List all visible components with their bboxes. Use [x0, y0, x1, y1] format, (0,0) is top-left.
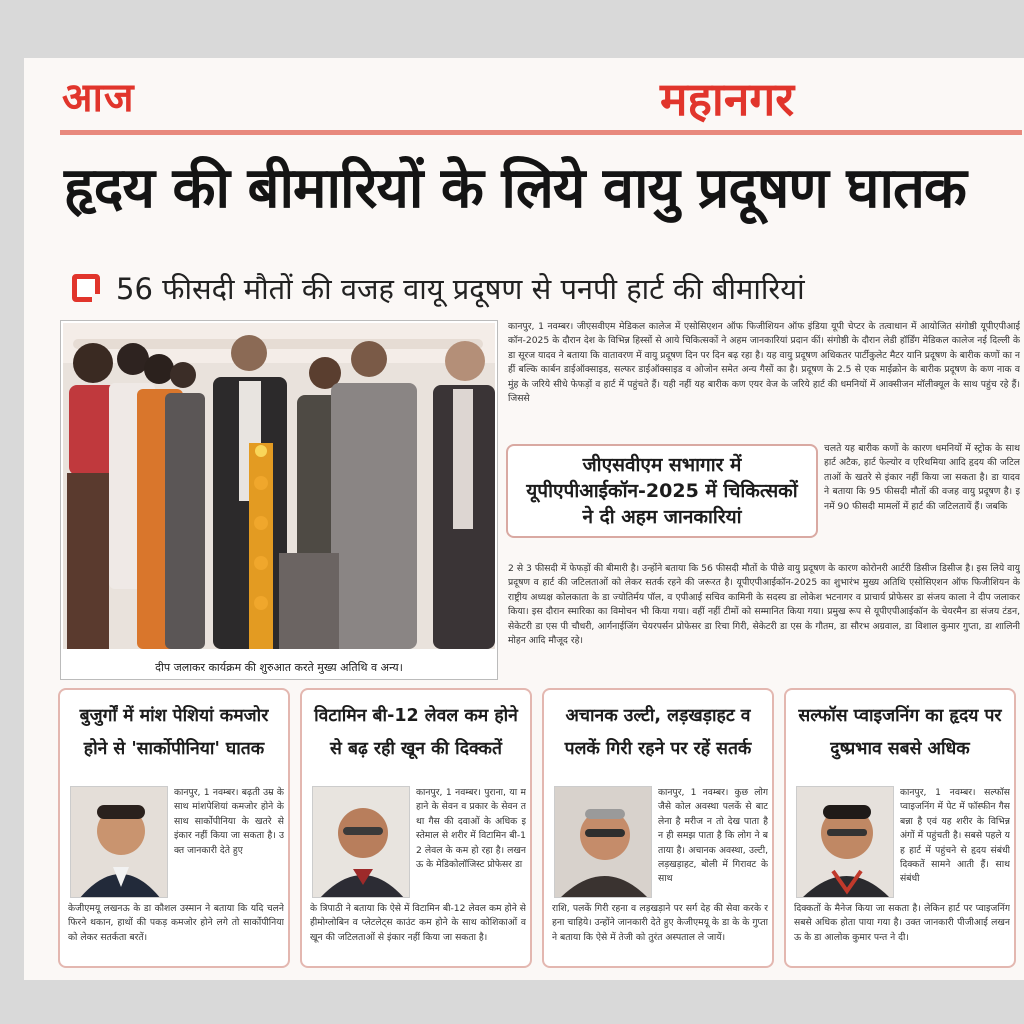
article-body-right: चलते यह बारीक कणों के कारण धमनियों में स्ट्रोक के साथ हार्ट अटैक, हार्ट फेल्योर व एरिथमिया आदि हृदय की जटिलताओं के खतरे से इंकार नहीं किया जा सकता है। डा यादव ने बताया कि 95 फीसदी मौतों की वजह वायु प्रदूषण है। इनमें 90 फीसदी मामलों में हार्ट की जटिलतायें हैं। जबकि: [824, 443, 1020, 512]
doctor-portrait-image: [313, 787, 410, 898]
lamp-lighting-photo: [63, 323, 495, 649]
article-body-top: कानपुर, 1 नवम्बर। जीएसवीएम मेडिकल कालेज में एसोसिएशन ऑफ फिजीशियन ऑफ इंडिया यूपी चेप्टर के तत्वाधान में आयोजित संगोष्ठी यूपीएपीआईकॉन-2025 के दौरान देश के विभिन्न हिस्सों से आये चिकित्सकों ने अहम जानकारियां प्रदान कीं। संगोष्ठी के दौरान लेडी हॉर्डिंग मेडिकल कालेज नई दिल्ली के डा सूरज यादव ने बताया कि वातावरण में वायु प्रदूषण दिन पर दिन बढ़ रहा है। यह वायु प्रदूषण अधिकतर पार्टीकुलेट मैटर यानि प्रदूषण के बारीक कणों का नहीं बल्कि कार्बन डाईऑक्साइड, सल्फर डाईऑक्साइड व ओजोन समेत अन्य गैसों का है। प्रदूषण के 2.5 से एक माईक्रोन के बारीक प्रदूषण के कण नाक व मुंह के जरिये सीधे फेफड़ों व हार्ट में पहुंचते हैं। यही नहीं यह बारीक कण एयर वेज के जरिये हार्ट की धमनियों में आक्सीजन मॉलीक्यूल के साथ पहुंच रहे हैं। जिससे: [508, 321, 1020, 405]
doctor-portrait-image: [71, 787, 168, 898]
checkbox-bullet-icon: [72, 274, 100, 302]
lamp-lighting-photo-frame: [60, 320, 498, 680]
news-box-title: अचानक उल्टी, लड़खड़ाहट व पलकें गिरी रहने पर रहें सतर्क: [564, 706, 752, 759]
newspaper-page: [24, 58, 1024, 980]
photo-caption: दीप जलाकर कार्यक्रम की शुरुआत करते मुख्य अतिथि व अन्य।: [155, 661, 403, 674]
news-box-title: सल्फॉस प्वाइजनिंग का हृदय पर दुष्प्रभाव सबसे अधिक: [798, 706, 1002, 759]
masthead-logo-aaj: आज: [62, 75, 135, 121]
doctor-portrait: [70, 786, 168, 898]
doctor-portrait: [554, 786, 652, 898]
news-box-side-text: कानपुर, 1 नवम्बर। कुछ लोग जैसे कोल अवस्था पलकें से बाट लेना है मरीज न तो देख पाता है न ही समझ पाता है कि लोग ने बताया है। अचानक अवस्था, उल्टी, लड़खड़ाहट, बोली में गिरावट के साथ: [658, 787, 768, 885]
news-box-vomiting-alert: [542, 688, 774, 968]
news-box-title: बुजुर्गों में मांश पेशियां कमजोर होने से 'सार्कोपीनिया' घातक: [79, 706, 269, 759]
news-box-title: विटामिन बी-12 लेवल कम होने से बढ़ रही खून की दिक्कतें: [314, 706, 518, 759]
news-box-vitamin-b12: [300, 688, 532, 968]
masthead-divider: [60, 130, 1022, 135]
news-box-bottom-text: राशि, पलकें गिरी रहना व लड़खड़ाने पर सर्ग देह की सेवा करके रहना चाहिये। उन्होंने जानकारी देते हुए केजीएमयू के डा के के गुप्ता ने बताया कि ऐसे में तेजी को तुरंत अस्पताल ले जायें।: [552, 903, 768, 943]
callout-box: [506, 444, 818, 538]
news-box-side-text: कानपुर, 1 नवम्बर। बढ़ती उम्र के साथ मांशपेशियां कमजोर होने के साथ सार्कोपीनिया के खतरे से इंकार नहीं किया जा सकता है। उक्त जानकारी देते हुए: [174, 787, 284, 856]
section-title-mahanagar: महानगर: [660, 72, 795, 126]
news-box-sarcopenia: [58, 688, 290, 968]
news-box-side-text: कानपुर, 1 नवम्बर। पुराना, या महाने के सेवन व प्रकार के सेवन तथा गैस की दवाओं के अधिक इस्तेमाल से शरीर में विटामिन बी-12 लेवल के कम हो रहा है। लखनऊ के मेडिकोलॉजिस्ट प्रोफेसर डा: [416, 787, 526, 871]
news-box-sulphos-poisoning: [784, 688, 1016, 968]
callout-text: जीएसवीएम सभागार में यूपीएपीआईकॉन-2025 में चिकित्सकों ने दी अहम जानकारियां: [526, 454, 798, 528]
doctor-portrait-image: [797, 787, 894, 898]
ceremony-illustration: [63, 323, 495, 649]
doctor-portrait: [796, 786, 894, 898]
article-body-bottom: 2 से 3 फीसदी में फेफड़ों की बीमारी है। उन्होंने बताया कि 56 फीसदी मौतों के पीछे वायु प्रदूषण के कारण कोरोनरी आर्टरी डिसीज डिसीज है। इस लिये वायु प्रदूषण व हार्ट की जटिलताओं को लेकर सतर्क रहने की जरूरत है। यूपीएपीआईकॉन-2025 का शुभारंभ मुख्य अतिथि एसोसिएशन ऑफ फिजीशियन के राष्ट्रीय अध्यक्ष कोलकाता के डा ज्योतिर्मय पॉल, व एपीआई सचिव कामिनी के सदस्य डा लोकेश भटनागर व प्राचार्य प्रोफेसर डा संजय काला ने दीप जलाकर किया। इस दौरान स्मारिका का विमोचन भी किया गया। वहीं नहीं टीमों को सम्मानित किया गया। प्रमुख रूप से यूपीएपीआईकॉन के चेयरमैन डा संजय टंडन, सेकेटरी डा एस पी चौधरी, आर्गनाईजिंग चेयरपर्सन प्रोफेसर डा रिचा गिरी, सेकेटरी डा एस के गौतम, डा सौरभ अग्रवाल, डा विशाल कुमार गुप्ता, डा शालिनी मोहन आदि मौजूद रहे।: [508, 563, 1020, 647]
doctor-portrait-image: [555, 787, 652, 898]
news-box-bottom-text: दिक्कतों के मैनेज किया जा सकता है। लेकिन हार्ट पर प्वाइजनिंग सबसे अधिक होता पाया गया है। उक्त जानकारी पीजीआई लखनऊ के डा आलोक कुमार पन्त ने दी।: [794, 903, 1010, 943]
main-headline: हृदय की बीमारियों के लिये वायु प्रदूषण घातक: [64, 156, 966, 221]
news-box-bottom-text: केजीएमयू लखनऊ के डा कौशल उस्मान ने बताया कि यदि चलने फिरने थकान, हाथों की पकड़ कमजोर होने लगे तो सार्कोपीनिया को लेकर सतर्कता बरतें।: [68, 903, 284, 943]
news-box-bottom-text: के त्रिपाठी ने बताया कि ऐसे में विटामिन बी-12 लेवल कम होने से हीमोग्लोबिन व प्लेटलेट्स काउंट कम होने के साथ कोशिकाओं व खून की जटिलताओं से इंकार नहीं किया जा सकता है।: [310, 903, 526, 943]
doctor-portrait: [312, 786, 410, 898]
subheadline-text: 56 फीसदी मौतों की वजह वायू प्रदूषण से पनपी हार्ट की बीमारियां: [116, 271, 805, 306]
subheadline: [72, 266, 1022, 310]
news-box-side-text: कानपुर, 1 नवम्बर। सल्फॉस प्वाइजनिंग में पेट में फॉस्फीन गैस बन्ना है एवं यह शरीर के विभिन्न अंगों में पहुंचती है। सबसे पहले यह हार्ट में पहुंचने से हृदय संबंधी दिक्कतें सामने आती हैं। साथ संबंधी: [900, 787, 1010, 885]
